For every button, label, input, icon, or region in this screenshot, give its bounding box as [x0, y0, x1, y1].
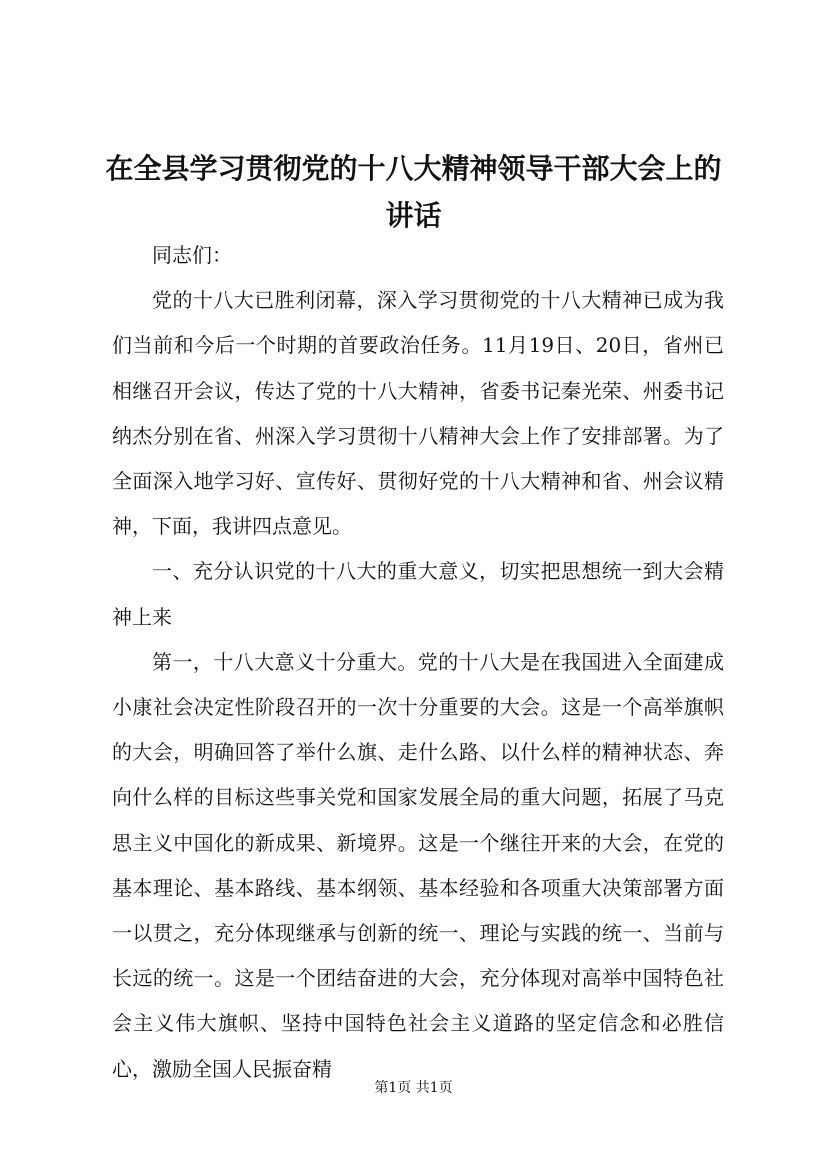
page-footer: 第1页 共1页	[374, 1080, 453, 1096]
salutation: 同志们：	[152, 243, 232, 267]
document-title: 在全县学习贯彻党的十八大精神领导干部大会上的讲话	[105, 152, 722, 232]
paragraph-intro: 党的十八大已胜利闭幕，深入学习贯彻党的十八大精神已成为我们当前和今后一个时期的首要政治任务。11月19日、20日，省州已相继召开会议，传达了党的十八大精神，省委书记秦光荣、州委书记纳杰分别在省、州深入学习贯彻十八精神大会上作了安排部署。为了全面深入地学习好、宣传好、贯彻好党的十八大精神和省、州会议精神，下面，我讲四点意见。	[112, 288, 724, 539]
section-heading-1: 一、充分认识党的十八大的重大意义，切实把思想统一到大会精神上来	[112, 559, 724, 629]
paragraph-first-point: 第一，十八大意义十分重大。党的十八大是在我国进入全面建成小康社会决定性阶段召开的一次十分重要的大会。这是一个高举旗帜的大会，明确回答了举什么旗、走什么路、以什么样的精神状态、奔向什么样的目标这些事关党和国家发展全局的重大问题，拓展了马克思主义中国化的新成果、新境界。这是一个继往开来的大会，在党的基本理论、基本路线、基本纲领、基本经验和各项重大决策部署方面一以贯之，充分体现继承与创新的统一、理论与实践的统一、当前与长远的统一。这是一个团结奋进的大会，充分体现对高举中国特色社会主义伟大旗帜、坚持中国特色社会主义道路的坚定信念和必胜信心，激励全国人民振奋精	[112, 649, 724, 1081]
document-body	[112, 233, 724, 1092]
